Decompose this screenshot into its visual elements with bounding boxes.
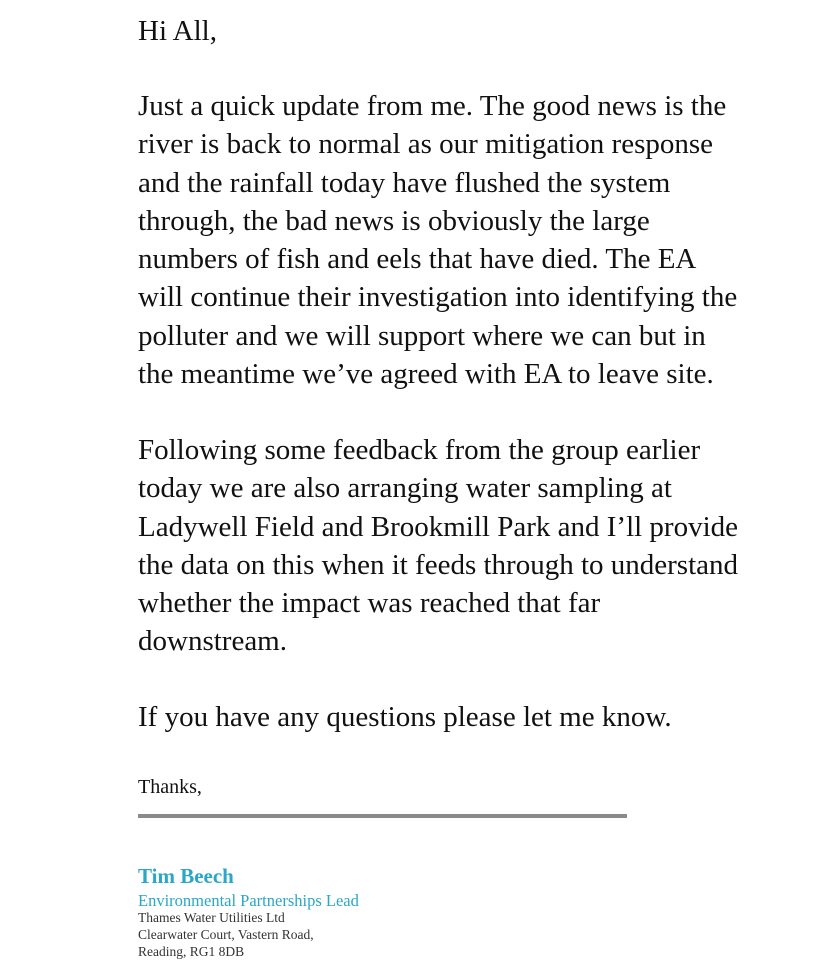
signature-divider [138, 814, 627, 818]
paragraph-line: downstream. [138, 625, 287, 658]
paragraph-line: river is back to normal as our mitigation response [138, 128, 714, 161]
signoff: Thanks, [138, 776, 202, 798]
paragraph-line: and the rainfall today have flushed the system [138, 166, 671, 199]
paragraph-line: whether the impact was reached that far [138, 587, 601, 620]
paragraph-line: through, the bad news is obviously the large [138, 204, 650, 237]
paragraph-line: today we are also arranging water sampling at [138, 472, 672, 505]
address-line: Reading, RG1 8DB [138, 944, 245, 959]
paragraph-sampling [138, 431, 738, 661]
signature-name: Tim Beech [138, 864, 234, 888]
paragraph-line: numbers of fish and eels that have died. The EA [138, 243, 697, 276]
paragraph-line: Following some feedback from the group earlier [138, 434, 701, 466]
address-line: Thames Water Utilities Ltd [138, 910, 285, 925]
signature-address [138, 909, 314, 960]
paragraph-line: the meantime we’ve agreed with EA to leave site. [138, 358, 714, 391]
paragraph-line: Ladywell Field and Brookmill Park and I’ll provide [138, 510, 739, 543]
paragraph-line: will continue their investigation into identifying the [138, 281, 738, 314]
paragraph-line: polluter and we will support where we can but in [138, 319, 706, 352]
paragraph-line: the data on this when it feeds through to understand [138, 548, 739, 581]
paragraph-line: Just a quick update from me. The good news is the [138, 90, 727, 122]
address-line: Clearwater Court, Vastern Road, [138, 927, 314, 942]
paragraph-questions [138, 698, 672, 736]
greeting: Hi All, [138, 15, 217, 47]
signature-role: Environmental Partnerships Lead [138, 891, 359, 910]
paragraph-line: If you have any questions please let me know. [138, 701, 672, 733]
paragraph-update [138, 87, 737, 393]
